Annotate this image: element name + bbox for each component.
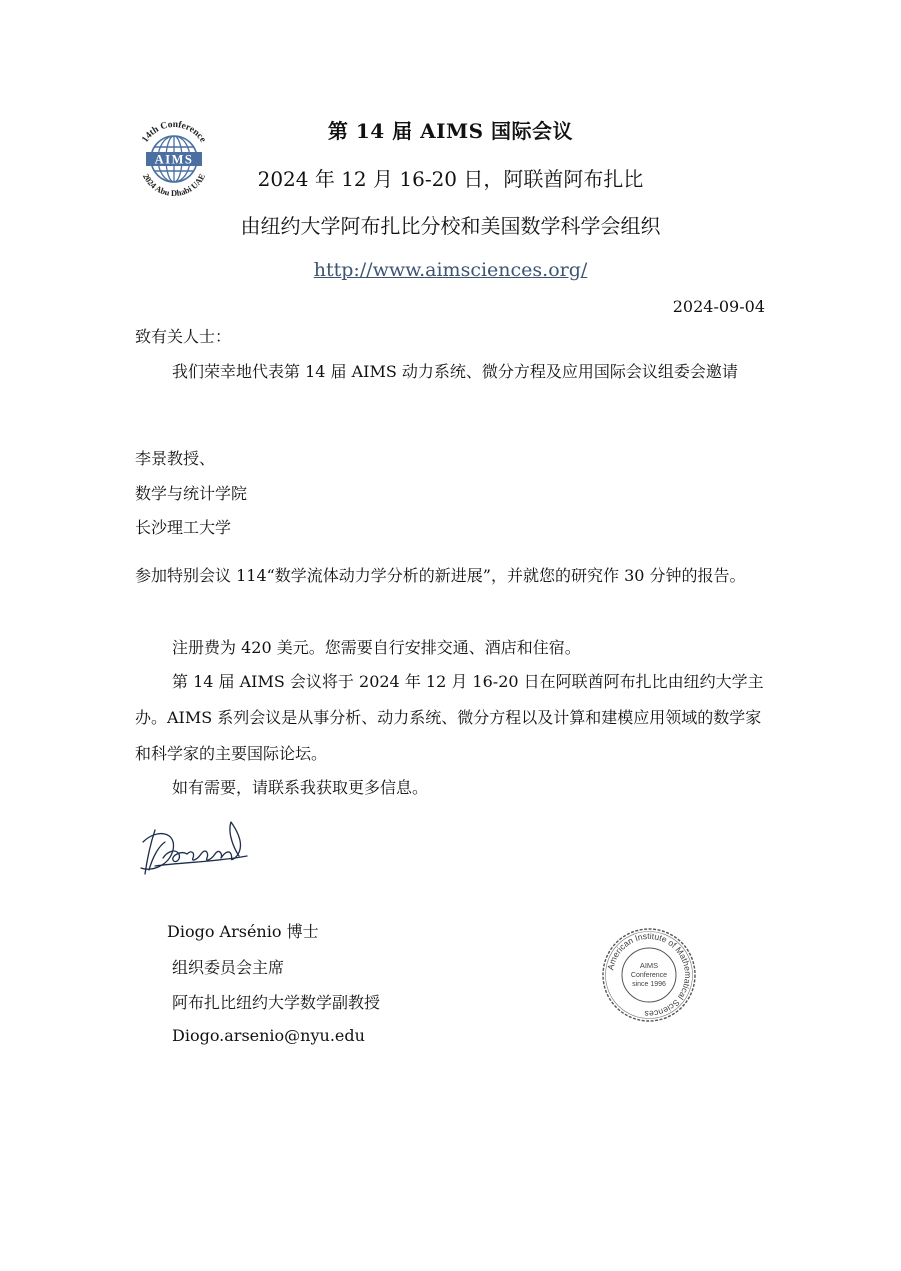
conference-date-location: 2024 年 12 月 16-20 日，阿联酋阿布扎比 xyxy=(257,167,644,191)
closing-paragraph: 如有需要，请联系我获取更多信息。 xyxy=(172,778,429,797)
conference-website-link[interactable]: http://www.aimsciences.org/ xyxy=(313,259,588,281)
conference-organizers: 由纽约大学阿布扎比分校和美国数学科学会组织 xyxy=(240,214,661,238)
salutation: 致有关人士： xyxy=(135,327,232,346)
signatory-email[interactable]: Diogo.arsenio@nyu.edu xyxy=(172,1026,365,1045)
seal-ring-text: American Institute of Mathematical Sciences xyxy=(605,930,694,1020)
aims-seal xyxy=(600,926,698,1024)
invitee-department: 数学与统计学院 xyxy=(135,484,248,503)
logo-aims-label: AIMS xyxy=(154,152,194,167)
seal-since-label: since 1996 xyxy=(632,981,666,988)
about-paragraph: 第 14 届 AIMS 会议将于 2024 年 12 月 16-20 日在阿联酋阿布扎比由纽约大学主办。AIMS 系列会议是从事分析、动力系统、微分方程以及计算和建模应用领域的数学家和科学家的主要国际论坛。 xyxy=(135,672,764,763)
signatory-name: Diogo Arsénio 博士 xyxy=(167,922,319,941)
invitee-name: 李景教授、 xyxy=(135,449,216,468)
logo-ring-top-text: 14th Conference xyxy=(140,119,208,145)
logo-ring-bottom-text: 2024 Abu Dhabi UAE xyxy=(140,171,208,199)
signatory-position: 阿布扎比纽约大学数学副教授 xyxy=(172,993,381,1012)
seal-aims-label: AIMS xyxy=(639,961,659,970)
handwritten-signature xyxy=(135,812,255,884)
conference-title: 第 14 届 AIMS 国际会议 xyxy=(327,119,574,143)
signatory-role: 组织委员会主席 xyxy=(172,958,285,977)
seal-conference-label: Conference xyxy=(630,972,668,979)
fee-paragraph: 注册费为 420 美元。您需要自行安排交通、酒店和住宿。 xyxy=(172,638,581,657)
letter-date: 2024-09-04 xyxy=(672,297,765,316)
invitation-paragraph: 参加特别会议 114“数学流体动力学分析的新进展”，并就您的研究作 30 分钟的报告。 xyxy=(135,566,746,585)
invitee-university: 长沙理工大学 xyxy=(135,518,232,537)
intro-paragraph: 我们荣幸地代表第 14 届 AIMS 动力系统、微分方程及应用国际会议组委会邀请 xyxy=(172,362,738,381)
